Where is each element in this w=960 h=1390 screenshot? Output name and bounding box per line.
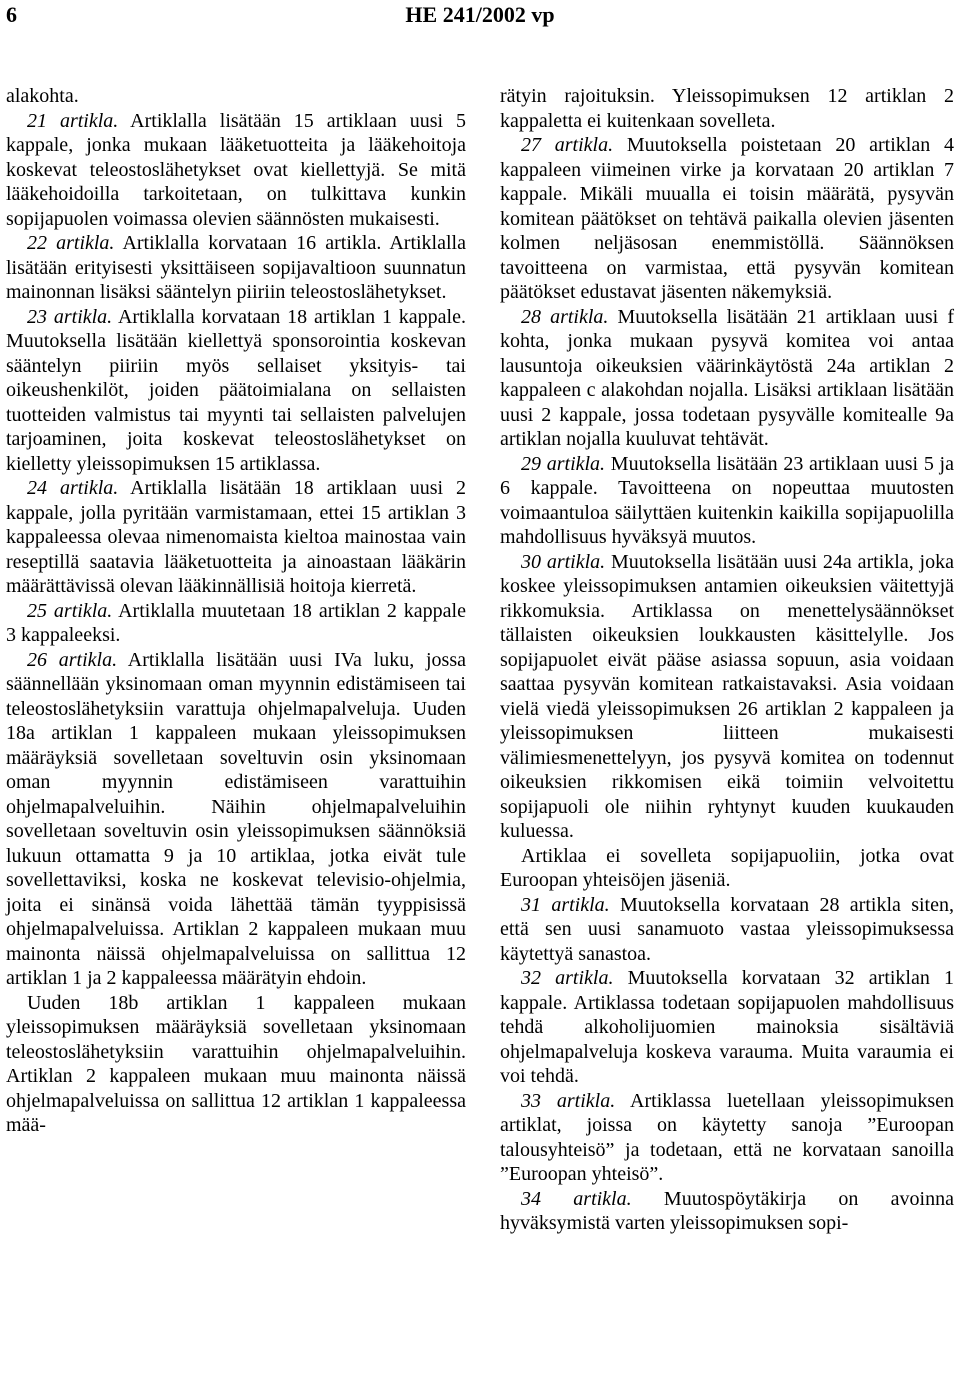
paragraph-text: rätyin rajoituksin. Yleissopimuksen 12 artiklan 2 kappaletta ei kuitenkaan sovelleta. [500,85,954,132]
paragraph [6,476,466,599]
paragraph [500,844,954,893]
paragraph-text: Artiklaa ei sovelleta sopijapuoliin, jotka ovat Euroopan yhteisöjen jäseniä. [500,844,954,891]
document-id: HE 241/2002 vp [405,2,555,27]
article-reference: 28 artikla. [521,305,609,328]
paragraph [6,648,466,991]
paragraph-text: Muutospöytäkirja on avoinna hyväksymistä varten yleissopimuksen sopi- [500,1187,954,1234]
article-reference: 30 artikla. [521,550,606,573]
left-text-column [6,84,466,1138]
paragraph-text: Artiklassa luetellaan yleissopimuksen artiklat, joissa on käytetty sanoja ”Euroopan talousyhteisö” ja todetaan, että ne korvataan sanoilla ”Euroopan yhteisö”. [500,1089,954,1185]
paragraph-text: Artiklalla lisätään uusi IVa luku, jossa säännellään yksinomaan oman myynnin edistämiseen tai teleostoslähetyksiin varattuja ohjelmapalveluja. Uuden 18a artiklan 1 kappaleen mukaan yleissopimuksen määräyksiä sovelletaan soveltuvin osin yksinomaan oman myynnin edistämiseen varattuihin ohjelmapalveluihin. Näihin ohjelmapalveluihin sovelletaan soveltuvin osin yleissopimuksen säännöksiä lukuun ottamatta 9 ja 10 artiklaa, jotka eivät tule sovellettaviksi, koska ne koskevat televisio-ohjelmia, joita ei sinänsä voida lähettää tämän tyyppisissä ohjelmapalveluissa. Artiklan 2 kappaleen mukaan muu mainonta näissä ohjelmapalveluissa on sallittua 12 artiklan 1 ja 2 kappaleessa määrätyin ehdoin. [6,648,466,989]
paragraph-text: Artiklalla muutetaan 18 artiklan 2 kappale 3 kappaleeksi. [6,599,466,646]
paragraph [6,305,466,477]
article-reference: 27 artikla. [521,134,614,156]
paragraph [500,452,954,550]
article-reference: 22 artikla. [27,232,115,254]
article-reference: 24 artikla. [27,477,119,499]
paragraph [6,109,466,232]
paragraph-text: Artiklalla lisätään 15 artiklaan uusi 5 kappale, jonka mukaan lääketuotteita ja lääkehoitoja koskevat teleostoslähetykset ovat kiellettyjä. Se mitä lääkehoidoilla tarkoitetaan, on tulkittava kunkin sopijapuolen voimassa olevien säännösten mukaisesti. [6,109,466,230]
paragraph-text: Artiklalla lisätään 18 artiklaan uusi 2 kappale, jolla pyritään varmistamaan, ettei 15 artiklan 3 kappaleessa olevaa nimenomaista kieltoa mainostaa vain reseptillä saatavia lääketuotteita ja ainoastaan lääkärin määrättävissä olevan lääkinnällisiä hoitoja kierretä. [6,477,466,597]
paragraph [500,305,954,452]
paragraph-text: Muutoksella poistetaan 20 artiklan 4 kappaleen viimeinen virke ja korvataan 20 artiklan 7 kappale. Mikäli muualla ei toisin määrätä, pysyvän komitean päätökset on tehtävä paikalla olevien jäsenten kolmen neljäsosan enemmistöllä. Säännöksen tavoitteena on varmistaa, että pysyvän komitean päätökset edustavat jäsenten näkemyksiä. [500,134,954,303]
paragraph-text: Artiklalla korvataan 18 artiklan 1 kappale. Muutoksella lisätään kiellettyä sponsorointia koskevan sääntelyn piiriin myös sellaiset yksityis- tai oikeushenkilöt, joiden päätoimialana on sellaisten tuotteiden valmistus tai myynti tai sellaisten palvelujen tarjoaminen, joita koskevat teleostoslähetykset on kielletty yleissopimuksen 15 artiklassa. [6,305,466,475]
paragraph-text: Muutoksella korvataan 28 artikla siten, että sen uusi sanamuoto vastaa yleissopimuksessa käytettyä sanastoa. [500,893,954,965]
paragraph [500,893,954,967]
page-header [0,2,960,34]
article-reference: 32 artikla. [521,967,614,989]
paragraph [500,84,954,133]
article-reference: 23 artikla. [27,305,113,328]
paragraph-text: Muutoksella lisätään uusi 24a artikla, joka koskee yleissopimuksen antamien oikeuksien väitettyjä rikkomuksia. Artiklassa on menettelysäännökset tällaisten oikeuksien loukkausten käsittelylle. Jos sopijapuolet eivät pääse asiassa sopuun, asia voidaan saattaa pysyvän komitean ratkaistavaksi. Asia voidaan vielä viedä yleissopimuksen 26 artiklan 2 kappaleen ja yleissopimuksen liitteen mukaisesti välimiesmenettelyyn, jos pysyvä komitea on todennut oikeuksien rikkomisen eikä toimiin velvoitettu sopijapuoli ole niihin ryhtynyt kuuden kuukauden kuluessa. [500,550,954,842]
paragraph [500,133,954,305]
paragraph [500,550,954,844]
article-reference: 29 artikla. [521,452,606,475]
paragraph [6,84,466,109]
paragraph-text: Artiklalla korvataan 16 artikla. Artiklalla lisätään erityisesti yksittäiseen sopijavaltioon suunnatun mainonnan lisäksi sääntelyn piiriin teleostoslähetykset. [6,232,466,303]
right-text-column [500,84,954,1236]
paragraph-text: alakohta. [6,85,79,107]
paragraph [500,1089,954,1187]
article-reference: 26 artikla. [27,648,118,671]
page-number: 6 [6,2,17,27]
paragraph-text: Muutoksella lisätään 23 artiklaan uusi 5 ja 6 kappale. Tavoitteena on nopeuttaa muutosten voimaantuloa säilyttäen kuitenkin kaikilla sopijapuolilla mahdollisuus hyväksyä muutos. [500,452,954,548]
paragraph-text: Muutoksella korvataan 32 artiklan 1 kappale. Artiklassa todetaan sopijapuolen mahdollisuus tehdä alkoholijuomien mainoksia sisältäviä ohjelmapalveluja koskeva varauma. Muita varaumia ei voi tehdä. [500,967,954,1087]
paragraph [500,966,954,1089]
paragraph [6,231,466,305]
paragraph [6,991,466,1138]
article-reference: 31 artikla. [521,893,610,916]
paragraph-text: Uuden 18b artiklan 1 kappaleen mukaan yleissopimuksen määräyksiä sovelletaan yksinomaan teleostoslähetyksiin varattuihin ohjelmapalveluihin. Artiklan 2 kappaleen mukaan muu mainonta näissä ohjelmapalveluissa on sallittua 12 artiklan 1 kappaleessa mää- [6,991,466,1136]
article-reference: 33 artikla. [521,1089,616,1112]
paragraph-text: Muutoksella lisätään 21 artiklaan uusi f kohta, jonka mukaan pysyvä komitea voi antaa lausuntoja oikeuksien väärinkäytöstä 24a artiklan 2 kappaleen c alakohdan nojalla. Lisäksi artiklaan lisätään uusi 2 kappale, jossa todetaan pysyvälle komitealle 9a artiklan nojalla kuuluvat tehtävät. [500,305,954,450]
article-reference: 34 artikla. [521,1187,632,1210]
article-reference: 21 artikla. [27,109,119,132]
article-reference: 25 artikla. [27,599,113,622]
paragraph [500,1187,954,1236]
paragraph [6,599,466,648]
